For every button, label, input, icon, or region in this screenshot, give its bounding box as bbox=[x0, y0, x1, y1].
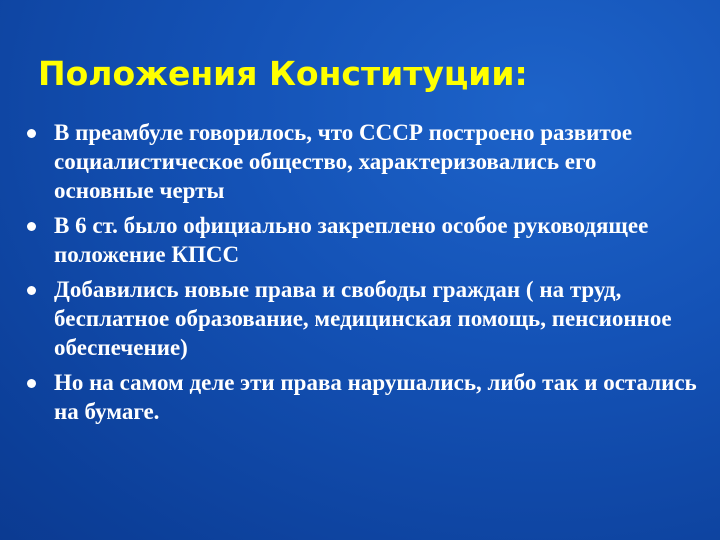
bullet-dot-icon bbox=[27, 222, 36, 231]
bullet-text: Но на самом деле эти права нарушались, либо так и остались на бумаге. bbox=[54, 370, 697, 424]
bullet-item bbox=[24, 368, 700, 426]
bullet-text: В преамбуле говорилось, что СССР построено развитое социалистическое общество, характеризовались его основные черты bbox=[54, 120, 633, 203]
bullet-dot-icon bbox=[27, 129, 36, 138]
bullet-item bbox=[24, 118, 700, 205]
bullet-dot-icon bbox=[27, 286, 36, 295]
slide-title: Положения Конституции: bbox=[38, 54, 528, 93]
bullet-list bbox=[24, 118, 700, 432]
bullet-item bbox=[24, 211, 700, 269]
bullet-dot-icon bbox=[27, 379, 36, 388]
bullet-item bbox=[24, 275, 700, 362]
bullet-text: Добавились новые права и свободы граждан ( на труд, бесплатное образование, медицинская помощь, пенсионное обеспечение) bbox=[54, 277, 672, 360]
bullet-text: В 6 ст. было официально закреплено особое руководящее положение КПСС bbox=[54, 213, 649, 267]
